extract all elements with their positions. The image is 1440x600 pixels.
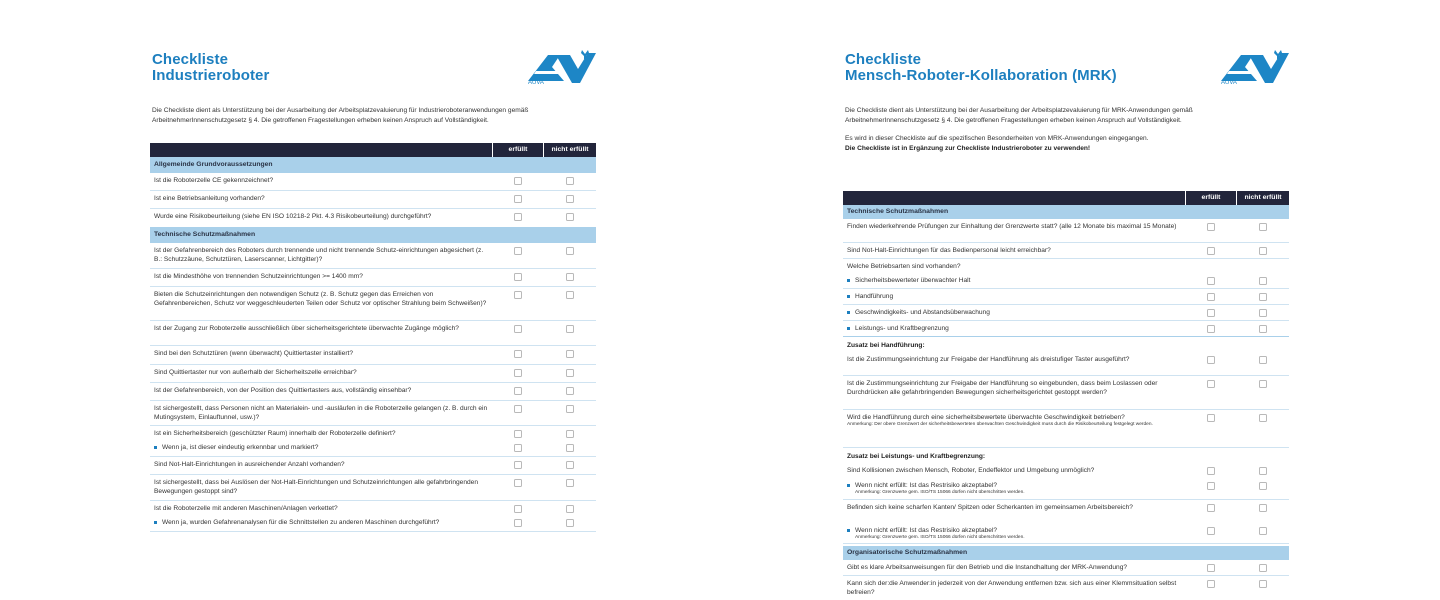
checkbox-erfuellt[interactable] xyxy=(514,291,522,299)
checkbox-nicht-erfuellt[interactable] xyxy=(566,519,574,527)
table-row: Wird die Handführung durch eine sicherheitsbewertete überwachte Geschwindigkeit betrieben? Anmerkung: Der obere Grenzwert der sicherheitsbewerteten überwachten Geschwindigkeit muss durch die Risikobeurteilung festgelegt werden. xyxy=(843,410,1289,448)
checkbox-nicht-erfuellt[interactable] xyxy=(1259,467,1267,475)
checkbox-nicht-erfuellt[interactable] xyxy=(1259,293,1267,301)
title-line-1: Checkliste xyxy=(152,51,229,68)
page-title xyxy=(845,52,1117,84)
column-header-nicht-erfuellt: nicht erfüllt xyxy=(1236,191,1289,205)
checkbox-erfuellt[interactable] xyxy=(514,519,522,527)
checkbox-erfuellt[interactable] xyxy=(1207,580,1215,588)
checkbox-nicht-erfuellt[interactable] xyxy=(566,325,574,333)
title-line-2: Industrieroboter xyxy=(152,67,270,84)
intro-paragraph: Die Checkliste dient als Unterstützung bei der Ausarbeitung der Arbeitsplatzevaluierung für MRK-Anwendungen gemäß ArbeitnehmerInnenschutzgesetz § 4. Die getroffenen Fragestellungen erheben keinen Anspruch auf Vollständigkeit. xyxy=(845,107,1193,124)
checkbox-erfuellt[interactable] xyxy=(514,177,522,185)
title-line-2: Mensch-Roboter-Kollaboration (MRK) xyxy=(845,67,1117,84)
checkbox-nicht-erfuellt[interactable] xyxy=(566,405,574,413)
table-row: Sicherheitsbewerteter überwachter Halt xyxy=(843,273,1289,289)
checkbox-nicht-erfuellt[interactable] xyxy=(566,273,574,281)
subsection-heading: Zusatz bei Leistungs- und Kraftbegrenzung: xyxy=(847,453,986,460)
checkbox-nicht-erfuellt[interactable] xyxy=(566,369,574,377)
svg-text:AUVA: AUVA xyxy=(1221,80,1237,85)
checkbox-nicht-erfuellt[interactable] xyxy=(1259,309,1267,317)
column-header-erfuellt: erfüllt xyxy=(492,143,543,157)
checkbox-erfuellt[interactable] xyxy=(1207,309,1215,317)
row-note: Anmerkung: Grenzwerte gem. ISO/TS 15066 dürfen nicht überschritten werden. xyxy=(855,535,1025,541)
title-line-1: Checkliste xyxy=(845,51,922,68)
checkbox-erfuellt[interactable] xyxy=(1207,380,1215,388)
checklist-table xyxy=(150,143,596,532)
intro-paragraph: Die Checkliste dient als Unterstützung bei der Ausarbeitung der Arbeitsplatzevaluierung für Industrieroboteranwendungen gemäß ArbeitnehmerInnenschutzgesetz § 4. Die getroffenen Fragestellungen erheben keinen Anspruch auf Vollständigkeit. xyxy=(152,107,529,124)
checkbox-erfuellt[interactable] xyxy=(1207,247,1215,255)
checkbox-erfuellt[interactable] xyxy=(1207,504,1215,512)
table-row: Wenn nicht erfüllt: Ist das Restrisiko akzeptabel? Anmerkung: Grenzwerte gem. ISO/TS 15066 dürfen nicht überschritten werden. xyxy=(843,478,1289,500)
table-row: Ist der Gefahrenbereich, von der Position des Quittiertasters aus, vollständig einsehbar? xyxy=(150,383,596,401)
checklist-table xyxy=(843,191,1289,600)
column-header-erfuellt: erfüllt xyxy=(1185,191,1236,205)
table-row: Ist ein Sicherheitsbereich (geschützter Raum) innerhalb der Roboterzelle definiert? xyxy=(150,426,596,440)
checkbox-nicht-erfuellt[interactable] xyxy=(1259,380,1267,388)
checkbox-nicht-erfuellt[interactable] xyxy=(566,177,574,185)
table-row: Sind Not-Halt-Einrichtungen für das Bedienpersonal leicht erreichbar? xyxy=(843,243,1289,259)
table-row: Finden wiederkehrende Prüfungen zur Einhaltung der Grenzwerte statt? (alle 12 Monate bis maximal 15 Monate) xyxy=(843,219,1289,243)
checkbox-erfuellt[interactable] xyxy=(514,405,522,413)
checkbox-erfuellt[interactable] xyxy=(514,430,522,438)
checkbox-nicht-erfuellt[interactable] xyxy=(1259,504,1267,512)
row-note: Anmerkung: Der obere Grenzwert der sicherheitsbewerteten überwachten Geschwindigkeit muss durch die Risikobeurteilung festgelegt werden. xyxy=(847,422,1153,428)
checkbox-erfuellt[interactable] xyxy=(514,325,522,333)
table-row: Geschwindigkeits- und Abstandsüberwachung xyxy=(843,305,1289,321)
table-row: Ist sichergestellt, dass bei Auslösen der Not-Halt-Einrichtungen und Schutzeinrichtungen alle gefahrbringenden Bewegungen gestoppt sind? xyxy=(150,475,596,501)
table-row: Wenn ja, wurden Gefahrenanalysen für die Schnittstellen zu anderen Maschinen durchgeführt? xyxy=(150,515,596,532)
checkbox-erfuellt[interactable] xyxy=(514,350,522,358)
checkbox-nicht-erfuellt[interactable] xyxy=(566,461,574,469)
checkbox-erfuellt[interactable] xyxy=(1207,467,1215,475)
intro-text xyxy=(152,106,592,134)
table-row: Ist sichergestellt, dass Personen nicht an Materialein- und -ausläufen in die Roboterzelle gelangen (z. B. durch ein Mutingsystem, Einlauftunnel, usw.)? xyxy=(150,401,596,426)
checkbox-nicht-erfuellt[interactable] xyxy=(1259,356,1267,364)
checkbox-nicht-erfuellt[interactable] xyxy=(1259,223,1267,231)
table-row: Befinden sich keine scharfen Kanten/ Spitzen oder Scherkanten im gemeinsamen Arbeitsbereich? xyxy=(843,500,1289,523)
checkbox-nicht-erfuellt[interactable] xyxy=(1259,247,1267,255)
table-row: Sind bei den Schutztüren (wenn überwacht) Quittiertaster installiert? xyxy=(150,346,596,365)
table-row: Wenn nicht erfüllt: Ist das Restrisiko akzeptabel? Anmerkung: Grenzwerte gem. ISO/TS 15066 dürfen nicht überschritten werden. xyxy=(843,523,1289,544)
checkbox-nicht-erfuellt[interactable] xyxy=(566,213,574,221)
table-row: Ist der Gefahrenbereich des Roboters durch trennende und nicht trennende Schutz-einrichtungen abgesichert (z. B.: Schutzzäune, Schutztüren, Laserscanner, Lichtgitter)? xyxy=(150,243,596,269)
checkbox-nicht-erfuellt[interactable] xyxy=(1259,564,1267,572)
checkbox-erfuellt[interactable] xyxy=(1207,356,1215,364)
checkbox-nicht-erfuellt[interactable] xyxy=(1259,482,1267,490)
checkbox-erfuellt[interactable] xyxy=(1207,564,1215,572)
row-note: Anmerkung: Grenzwerte gem. ISO/TS 15066 dürfen nicht überschritten werden. xyxy=(855,490,1025,496)
checkbox-erfuellt[interactable] xyxy=(514,444,522,452)
auva-logo-icon xyxy=(1219,49,1289,85)
checkbox-nicht-erfuellt[interactable] xyxy=(566,505,574,513)
checkbox-nicht-erfuellt[interactable] xyxy=(1259,325,1267,333)
table-row: Kann sich der:die Anwender:in jederzeit von der Anwendung entfernen bzw. sich aus einer Klemmsituation selbst befreien? xyxy=(843,576,1289,600)
table-row: Wenn ja, ist dieser eindeutig erkennbar und markiert? xyxy=(150,440,596,457)
table-row: Handführung xyxy=(843,289,1289,305)
checkbox-erfuellt[interactable] xyxy=(1207,325,1215,333)
checkbox-erfuellt[interactable] xyxy=(1207,293,1215,301)
svg-text:AUVA: AUVA xyxy=(528,80,544,85)
checkbox-erfuellt[interactable] xyxy=(514,461,522,469)
table-row: Ist eine Betriebsanleitung vorhanden? xyxy=(150,191,596,209)
table-row: Ist die Roboterzelle CE gekennzeichnet? xyxy=(150,173,596,191)
table-row: Ist die Zustimmungseinrichtung zur Freigabe der Handführung als dreistufiger Taster ausgeführt? xyxy=(843,352,1289,376)
checkbox-erfuellt[interactable] xyxy=(514,387,522,395)
checkbox-erfuellt[interactable] xyxy=(514,195,522,203)
section-header: Organisatorische Schutzmaßnahmen xyxy=(843,546,1289,560)
checkbox-nicht-erfuellt[interactable] xyxy=(1259,414,1267,422)
checkbox-erfuellt[interactable] xyxy=(1207,482,1215,490)
intro-paragraph: Es wird in dieser Checkliste auf die spezifischen Besonderheiten von MRK-Anwendungen eingegangen. xyxy=(845,135,1149,142)
table-row: Ist der Zugang zur Roboterzelle ausschließlich über sicherheitsgerichtete überwachte Zugänge möglich? xyxy=(150,321,596,346)
page-title xyxy=(152,52,269,84)
checkbox-nicht-erfuellt[interactable] xyxy=(1259,277,1267,285)
checkbox-nicht-erfuellt[interactable] xyxy=(566,479,574,487)
table-row: Ist die Roboterzelle mit anderen Maschinen/Anlagen verkettet? xyxy=(150,501,596,515)
table-row: Ist die Mindesthöhe von trennenden Schutzeinrichtungen >= 1400 mm? xyxy=(150,269,596,287)
checkbox-nicht-erfuellt[interactable] xyxy=(1259,527,1267,535)
table-header xyxy=(843,191,1289,205)
table-row: Sind Kollisionen zwischen Mensch, Roboter, Endeffektor und Umgebung unmöglich? xyxy=(843,463,1289,478)
table-row: Sind Not-Halt-Einrichtungen in ausreichender Anzahl vorhanden? xyxy=(150,457,596,475)
intro-note-bold: Die Checkliste ist in Ergänzung zur Checkliste Industrieroboter zu verwenden! xyxy=(845,144,1091,152)
checkbox-erfuellt[interactable] xyxy=(1207,414,1215,422)
table-row: Bieten die Schutzeinrichtungen den notwendigen Schutz (z. B. Schutz gegen das Erreichen von Gefahrenbereichen, Schutz vor weggeschleuderten Teilen oder Schutz vor optischer Strahlung beim Schweißen)? xyxy=(150,287,596,321)
checkbox-nicht-erfuellt[interactable] xyxy=(566,444,574,452)
table-row: Gibt es klare Arbeitsanweisungen für den Betrieb und die Instandhaltung der MRK-Anwendung? xyxy=(843,560,1289,576)
subsection-heading: Zusatz bei Handführung: xyxy=(847,342,925,349)
checkbox-erfuellt[interactable] xyxy=(1207,527,1215,535)
checkbox-nicht-erfuellt[interactable] xyxy=(566,247,574,255)
auva-logo-icon xyxy=(526,49,596,85)
table-row: Ist die Zustimmungseinrichtung zur Freigabe der Handführung so eingebunden, dass beim Loslassen oder Durchdrücken alle gefahrbringenden Bewegungen sicherheitsgerichtet gestoppt werden? xyxy=(843,376,1289,410)
table-row: Sind Quittiertaster nur von außerhalb der Sicherheitszelle erreichbar? xyxy=(150,365,596,383)
checkbox-nicht-erfuellt[interactable] xyxy=(566,430,574,438)
section-header: Technische Schutzmaßnahmen xyxy=(150,227,596,243)
checkbox-erfuellt[interactable] xyxy=(514,369,522,377)
checkbox-nicht-erfuellt[interactable] xyxy=(566,387,574,395)
table-row: Leistungs- und Kraftbegrenzung xyxy=(843,321,1289,337)
section-header: Technische Schutzmaßnahmen xyxy=(843,205,1289,219)
checkbox-erfuellt[interactable] xyxy=(514,505,522,513)
checkbox-nicht-erfuellt[interactable] xyxy=(566,350,574,358)
checkbox-erfuellt[interactable] xyxy=(514,479,522,487)
checkbox-erfuellt[interactable] xyxy=(514,247,522,255)
column-header-nicht-erfuellt: nicht erfüllt xyxy=(543,143,596,157)
checkbox-erfuellt[interactable] xyxy=(514,213,522,221)
checkbox-nicht-erfuellt[interactable] xyxy=(566,195,574,203)
checkbox-nicht-erfuellt[interactable] xyxy=(566,291,574,299)
table-row: Welche Betriebsarten sind vorhanden? xyxy=(847,263,961,270)
checkbox-nicht-erfuellt[interactable] xyxy=(1259,580,1267,588)
table-row: Wurde eine Risikobeurteilung (siehe EN ISO 10218-2 Pkt. 4.3 Risikobeurteilung) durchgeführt? xyxy=(150,209,596,227)
table-header xyxy=(150,143,596,157)
section-header: Allgemeinde Grundvoraussetzungen xyxy=(150,157,596,173)
checkbox-erfuellt[interactable] xyxy=(1207,277,1215,285)
checkbox-erfuellt[interactable] xyxy=(514,273,522,281)
checkbox-erfuellt[interactable] xyxy=(1207,223,1215,231)
intro-text xyxy=(845,106,1285,162)
